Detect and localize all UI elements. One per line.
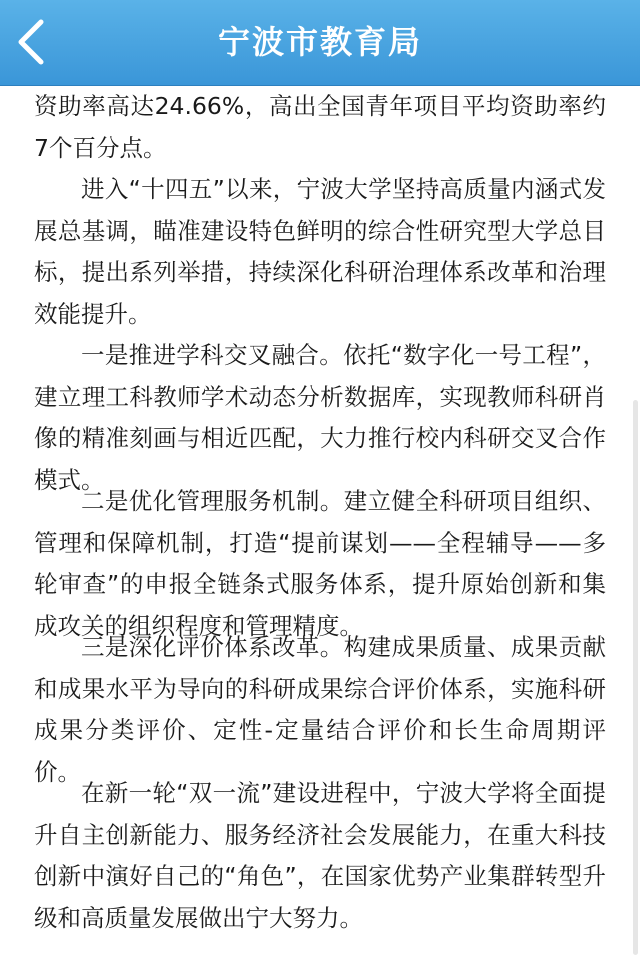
article-paragraph: 三是深化评价体系改革。构建成果质量、成果贡献和成果水平为导向的科研成果综合评价体系，实施科研成果分类评价、定性-定量结合评价和长生命周期评价。: [34, 633, 606, 786]
article-paragraph: 二是优化管理服务机制。建立健全科研项目组织、管理和保障机制，打造“提前谋划——全程辅导——多轮审查”的申报全链条式服务体系，提升原始创新和集成攻关的组织程度和管理精度。: [34, 487, 606, 640]
article-paragraph: 进入“十四五”以来，宁波大学坚持高质量内涵式发展总基调，瞄准建设特色鲜明的综合性研究型大学总目标，提出系列举措，持续深化科研治理体系改革和治理效能提升。: [34, 175, 606, 328]
app-header: [0, 0, 640, 86]
article-paragraph: 一是推进学科交叉融合。依托“数字化一号工程”，建立理工科教师学术动态分析数据库，实现教师科研肖像的精准刻画与相近匹配，大力推行校内科研交叉合作模式。: [34, 341, 606, 494]
article-paragraph: 资助率高达24.66%，高出全国青年项目平均资助率约7个百分点。: [34, 92, 606, 162]
scrollbar[interactable]: [633, 400, 638, 955]
article-paragraph: 在新一轮“双一流”建设进程中，宁波大学将全面提升自主创新能力、服务经济社会发展能力，在重大科技创新中演好自己的“角色”，在国家优势产业集群转型升级和高质量发展做出宁大努力。: [34, 779, 606, 932]
article-body: [0, 86, 640, 971]
page-title: 宁波市教育局: [217, 23, 422, 61]
